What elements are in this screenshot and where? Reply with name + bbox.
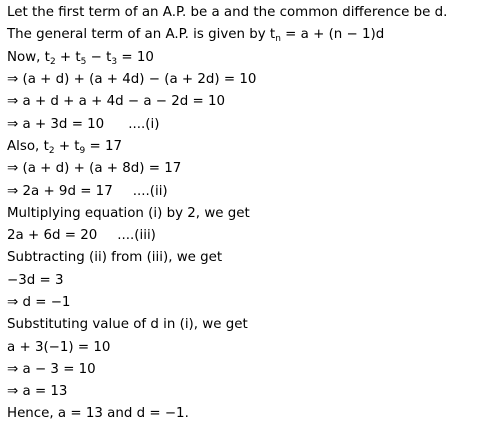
equals-17: = 17: [85, 139, 123, 154]
general-term-line: [7, 27, 384, 43]
result-3d-line: [7, 273, 64, 289]
equation-iii-line: [7, 228, 156, 244]
substituted-eq-text: a + 3(−1) = 10: [7, 340, 111, 355]
intro-line: [7, 5, 447, 21]
result-d-text: ⇒ d = −1: [7, 295, 71, 310]
subscript-9: 9: [79, 146, 86, 156]
result-a-text: ⇒ a = 13: [7, 384, 68, 399]
subtract-line: [7, 250, 222, 266]
equation-i-line: [7, 117, 159, 133]
step-simplify-text: ⇒ a + d + a + 4d − a − 2d = 10: [7, 94, 226, 109]
equation-i-text: ⇒ a + 3d = 10: [7, 117, 105, 132]
substituted-eq-line: [7, 340, 110, 356]
plus-t: + t: [55, 50, 81, 65]
step-expand-text: ⇒ (a + d) + (a + 4d) − (a + 2d) = 10: [7, 72, 257, 87]
conclusion-text: Hence, a = 13 and d = −1.: [7, 406, 189, 421]
step-simplify-line: [7, 94, 225, 110]
equation-tag-ii: ....(ii): [132, 184, 168, 199]
substitute-line: [7, 317, 248, 333]
subscript-2: 2: [49, 57, 56, 67]
multiply-line: [7, 206, 250, 222]
also-text: Also, t: [7, 139, 49, 154]
also-line: [7, 139, 122, 155]
step-a-minus-3-line: [7, 362, 96, 378]
subscript-3: 3: [111, 57, 118, 67]
equation-tag-i: ....(i): [128, 117, 160, 132]
step-expand2-text: ⇒ (a + d) + (a + 8d) = 17: [7, 161, 182, 176]
equation-iii-text: 2a + 6d = 20: [7, 228, 98, 243]
subscript-2: 2: [48, 146, 55, 156]
substitute-text: Substituting value of d in (i), we get: [7, 317, 248, 332]
subscript-n: n: [275, 34, 281, 44]
multiply-text: Multiplying equation (i) by 2, we get: [7, 206, 250, 221]
general-term-text: The general term of an A.P. is given by t: [7, 27, 276, 42]
equals-10: = 10: [117, 50, 154, 65]
result-3d-text: −3d = 3: [7, 273, 64, 288]
equation-ii-text: ⇒ 2a + 9d = 17: [7, 184, 113, 199]
result-d-line: [7, 295, 70, 311]
subtract-text: Subtracting (ii) from (iii), we get: [7, 250, 223, 265]
plus-t: + t: [54, 139, 80, 154]
subscript-5: 5: [80, 57, 87, 67]
result-a-line: [7, 384, 67, 400]
conclusion-line: [7, 406, 189, 422]
intro-text: Let the first term of an A.P. be a and the common difference be d.: [7, 5, 448, 20]
step-a-minus-3-text: ⇒ a − 3 = 10: [7, 362, 96, 377]
equation-tag-iii: ....(iii): [117, 228, 156, 243]
step-expand-line: [7, 72, 256, 88]
now-text: Now, t: [7, 50, 50, 65]
step-expand2-line: [7, 161, 181, 177]
equation-ii-line: [7, 184, 168, 200]
general-term-formula: = a + (n − 1)d: [280, 27, 385, 42]
given-condition-line: [7, 50, 154, 66]
minus-t: − t: [86, 50, 112, 65]
